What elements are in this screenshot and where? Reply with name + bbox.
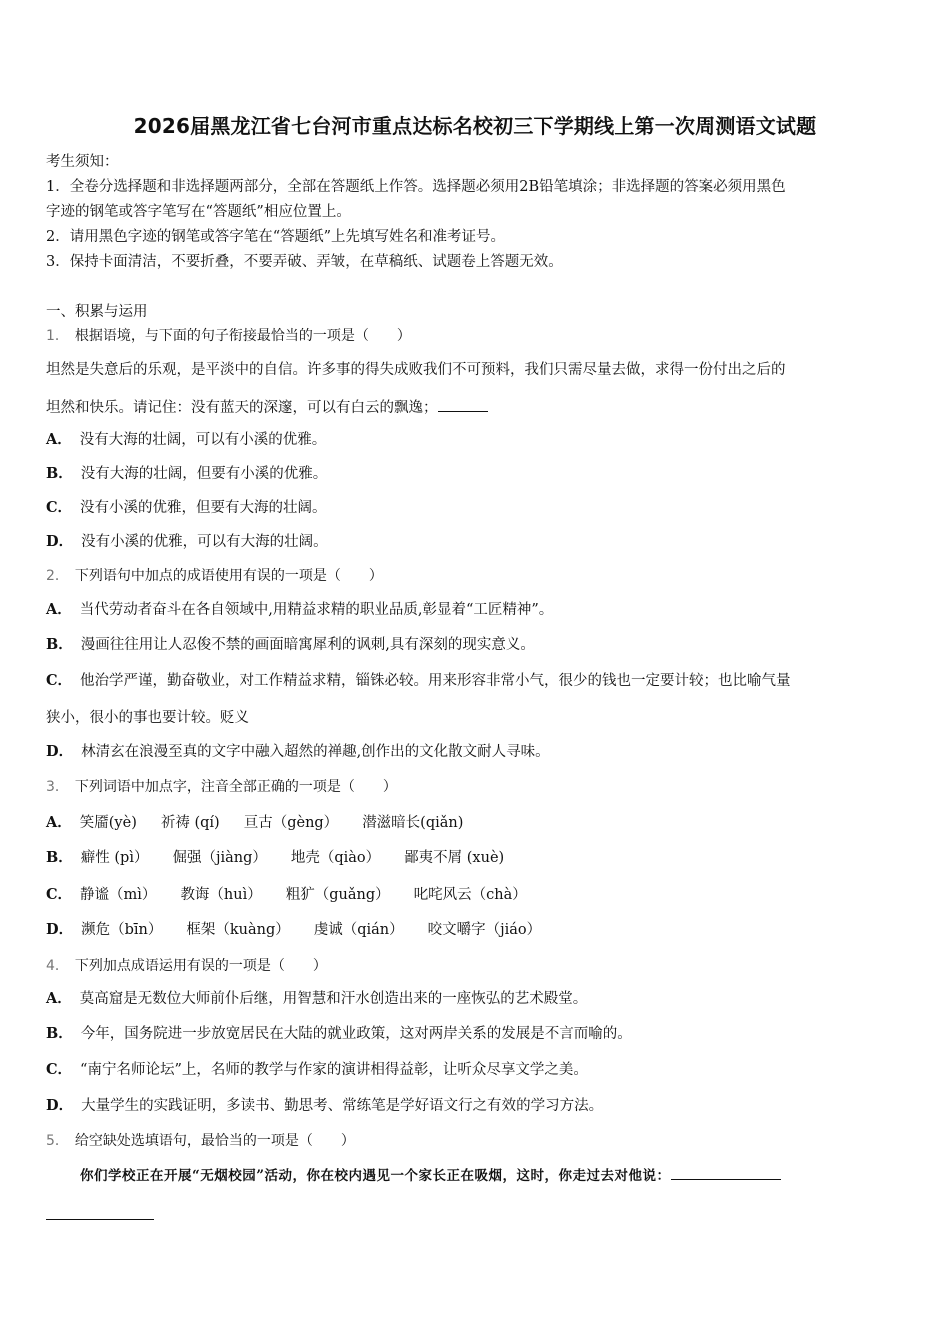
option-label: B． [46,849,73,866]
option-label: A． [46,814,72,831]
word-item: 亘古（gèng） [243,815,339,831]
option-text: 林清玄在浪漫至真的文字中融入超然的禅趣,创作出的文化散文耐人寻味。 [81,744,550,760]
answer-blank [671,1165,781,1180]
passage-line: 坦然是失意后的乐观，是平淡中的自信。许多事的得失成败我们不可预料，我们只需尽量去做，求得一份付出之后的 [46,362,786,378]
option-label: C． [46,672,73,689]
answer-line [46,1204,906,1228]
option-text: 莫高窟是无数位大师前仆后继，用智慧和汗水创造出来的一座恢弘的艺术殿堂。 [79,991,588,1007]
option-c [46,1058,906,1082]
option-b [46,846,906,870]
option-a [46,811,906,835]
option-text: “南宁名师论坛”上，名师的教学与作家的演讲相得益彰，让听众尽享文学之美。 [80,1062,588,1078]
word-item: 框架（kuàng） [186,922,290,938]
option-label: D． [46,743,74,760]
option-c [46,883,906,907]
question-5 [46,1129,906,1153]
word-item: 笑靥(yè) [79,815,137,831]
notice-heading: 考生须知： [46,154,119,170]
question-text: 下列词语中加点字，注音全部正确的一项是（ ） [74,779,397,795]
word-item: 癖性 (pì） [80,850,149,866]
option-label: D． [46,1097,74,1114]
question-3 [46,775,906,799]
notice-item: 1．全卷分选择题和非选择题两部分，全部在答题纸上作答。选择题必须用2B铅笔填涂；非选择题的答案必须用黑色 [46,179,786,195]
word-item: 叱咤风云（chà） [413,887,527,903]
option-label: B． [46,465,73,482]
word-item: 教诲（huì） [180,887,262,903]
option-label: B． [46,636,73,653]
question-number: 3． [46,779,69,795]
option-a [46,987,906,1011]
option-text: 大量学生的实践证明，多读书、勤思考、常练笔是学好语文行之有效的学习方法。 [81,1098,604,1114]
section-heading: 一、积累与运用 [46,304,148,320]
option-c [46,496,906,520]
word-item: 粗犷（guǎng） [285,887,390,903]
word-item: 咬文嚼字（jiáo） [427,922,542,938]
option-label: C． [46,1061,73,1078]
option-label: D． [46,921,74,938]
passage-text: 你们学校正在开展“无烟校园”活动，你在校内遇见一个家长正在吸烟，这时，你走过去对他说： [80,1168,671,1184]
question-text: 根据语境，与下面的句子衔接最恰当的一项是（ ） [74,328,411,344]
notice-item: 字迹的钢笔或答字笔写在“答题纸”相应位置上。 [46,204,351,220]
notice-item: 2．请用黑色字迹的钢笔或答字笔在“答题纸”上先填写姓名和准考证号。 [46,229,506,245]
option-c [46,669,906,693]
option-text: 他治学严谨，勤奋敬业，对工作精益求精，锱铢必较。用来形容非常小气，很少的钱也一定要计较；也比喻气量 [80,673,791,689]
question-4 [46,954,906,978]
question-number: 5． [46,1133,69,1149]
option-label: C． [46,499,73,516]
question-text: 下列语句中加点的成语使用有误的一项是（ ） [74,568,383,584]
option-text: 没有大海的壮阔，可以有小溪的优雅。 [79,432,327,448]
option-b [46,633,906,657]
option-label: A． [46,990,72,1007]
question-text: 下列加点成语运用有误的一项是（ ） [74,958,327,974]
passage-line [46,396,906,420]
option-b [46,1022,906,1046]
option-label: D． [46,533,74,550]
word-item: 濒危（bīn） [81,922,163,938]
word-item: 潜滋暗长(qiǎn) [362,815,464,831]
option-d [46,530,906,554]
option-d [46,1094,906,1118]
answer-blank [438,397,488,412]
option-d [46,918,906,942]
word-item: 静谧（mì） [80,887,157,903]
word-item: 地壳（qiào） [290,850,381,866]
answer-blank [46,1205,154,1220]
option-text: 当代劳动者奋斗在各自领域中,用精益求精的职业品质,彰显着“工匠精神”。 [79,602,554,618]
option-c-continued: 狭小，很小的事也要计较。贬义 [46,710,249,726]
word-item: 虔诚（qián） [313,922,404,938]
option-text: 没有小溪的优雅，但要有大海的壮阔。 [80,500,327,516]
option-text: 今年，国务院进一步放宽居民在大陆的就业政策，这对两岸关系的发展是不言而喻的。 [80,1026,632,1042]
option-a [46,598,906,622]
option-label: A． [46,601,72,618]
question-1 [46,324,906,348]
question-text: 给空缺处选填语句，最恰当的一项是（ ） [74,1133,355,1149]
word-item: 倔强（jiàng） [172,850,267,866]
question-number: 4． [46,958,69,974]
word-item: 祈祷 (qí) [160,815,220,831]
question-number: 2． [46,568,69,584]
page-title: 2026届黑龙江省七台河市重点达标名校初三下学期线上第一次周测语文试题 [133,114,817,138]
passage-line [80,1164,906,1188]
option-b [46,462,906,486]
option-text: 没有大海的壮阔，但要有小溪的优雅。 [80,466,328,482]
passage-text: 坦然和快乐。请记住：没有蓝天的深邃，可以有白云的飘逸； [46,400,438,416]
question-2 [46,564,906,588]
option-text: 没有小溪的优雅，可以有大海的壮阔。 [81,534,328,550]
option-text: 漫画往往用让人忍俊不禁的画面暗寓犀利的讽刺,具有深刻的现实意义。 [80,637,535,653]
option-label: C． [46,886,73,903]
option-label: B． [46,1025,73,1042]
notice-item: 3．保持卡面清洁，不要折叠，不要弄破、弄皱，在草稿纸、试题卷上答题无效。 [46,254,563,270]
option-a [46,428,906,452]
word-item: 鄙夷不屑 (xuè) [404,850,505,866]
option-d [46,740,906,764]
question-number: 1． [46,328,69,344]
option-label: A． [46,431,72,448]
